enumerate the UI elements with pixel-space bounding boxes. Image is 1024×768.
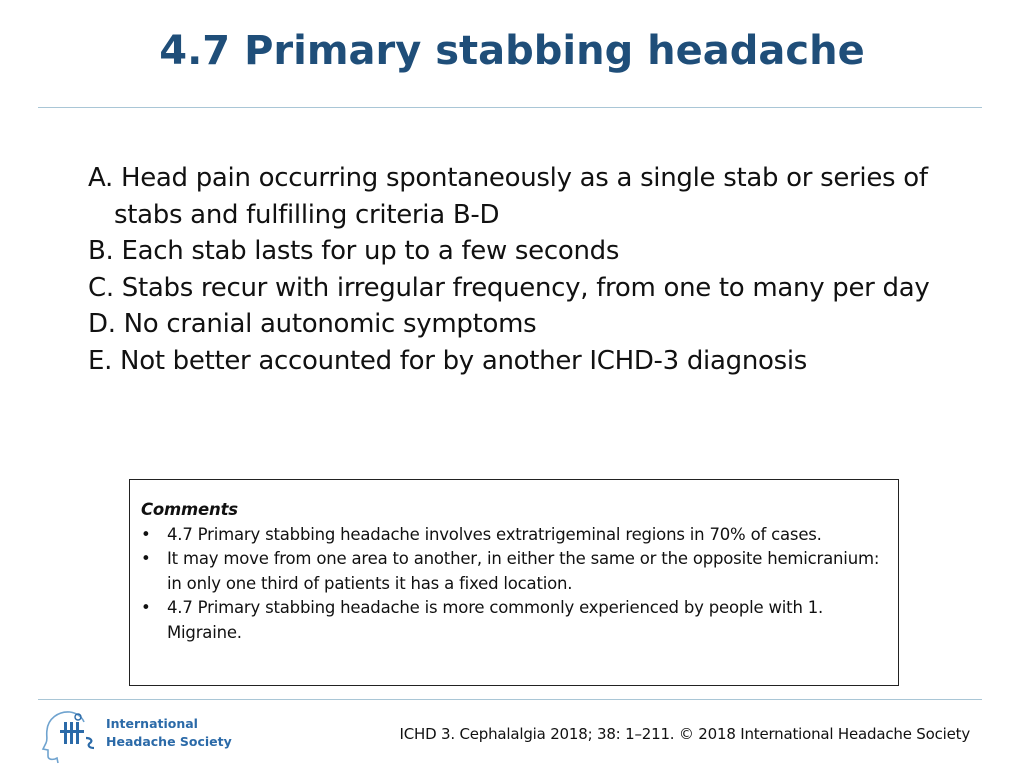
slide-title: 4.7 Primary stabbing headache [159,28,865,74]
criterion-c: C. Stabs recur with irregular frequency, from one to many per day [88,272,930,303]
comments-heading: Comments [141,500,238,519]
comment-item [141,547,886,596]
comment-text: 4.7 Primary stabbing headache is more commonly experienced by people with 1. Migraine. [167,598,824,642]
citation: ICHD 3. Cephalalgia 2018; 38: 1–211. © 2018 International Headache Society [399,725,970,743]
comments-list [141,523,886,646]
criterion-a: A. Head pain occurring spontaneously as a single stab or series of stabs and fulfilling criteria B-D [88,163,928,230]
criterion-b: B. Each stab lasts for up to a few seconds [88,236,620,266]
logo-line-international: International [106,716,198,731]
criterion-d: D. No cranial autonomic symptoms [88,309,537,339]
ihs-logo [40,708,240,764]
comment-item [141,523,886,548]
comments-box [129,479,899,686]
title-divider [38,107,982,108]
footer-divider [38,699,982,700]
bullet-icon: • [141,524,151,544]
bullet-icon: • [141,598,151,617]
comment-text: 4.7 Primary stabbing headache involves extratrigeminal regions in 70% of cases. [167,524,822,544]
bullet-icon: • [141,549,151,568]
criterion-e: E. Not better accounted for by another ICHD-3 diagnosis [88,345,808,376]
diagnostic-criteria-list [88,160,968,379]
logo-line-headache-society: Headache Society [106,734,232,749]
comment-item [141,596,886,645]
comment-text: It may move from one area to another, in either the same or the opposite hemicranium: in only one third of patients it has a fixed location. [167,549,880,593]
logo-wordmark [106,715,232,751]
ihs-head-profile-icon [40,708,102,764]
